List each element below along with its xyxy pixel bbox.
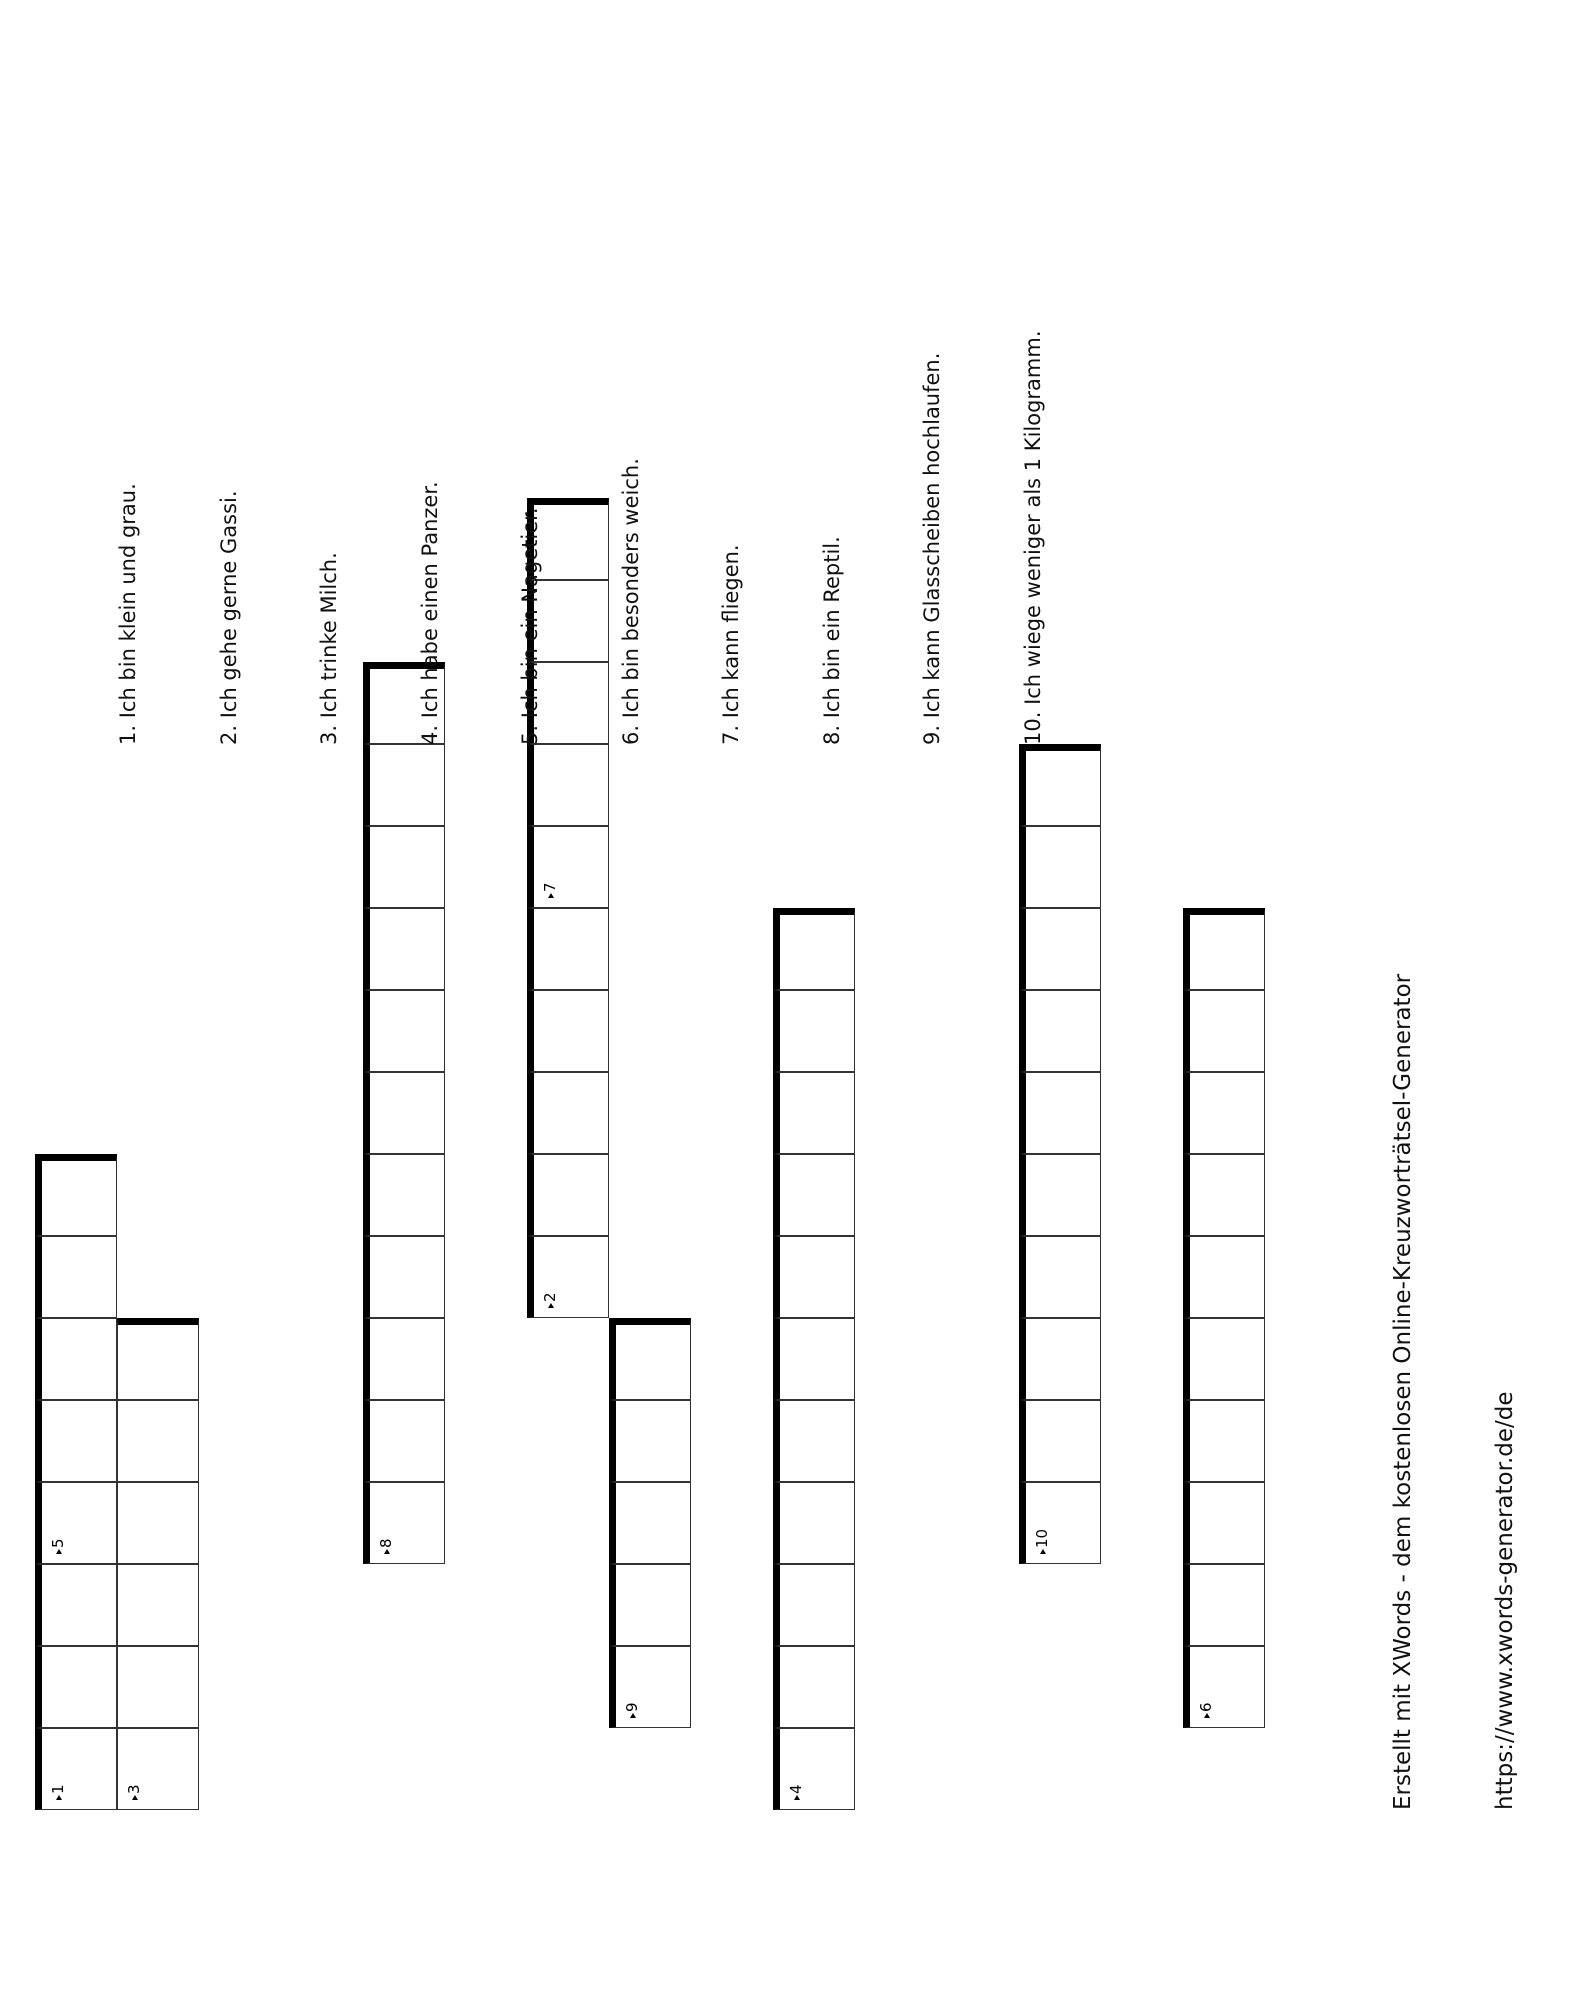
grid-cell[interactable] <box>1183 990 1265 1072</box>
footer <box>1318 974 1590 1810</box>
grid-cell[interactable] <box>609 1400 691 1482</box>
grid-cell[interactable] <box>527 908 609 990</box>
grid-cell[interactable] <box>1019 1236 1101 1318</box>
grid-cell[interactable] <box>773 908 855 990</box>
word-number-label: 1 <box>51 1784 66 1800</box>
grid-cell[interactable] <box>1183 1400 1265 1482</box>
grid-cell[interactable] <box>1019 1318 1101 1400</box>
grid-cell[interactable] <box>1183 1236 1265 1318</box>
grid-cell[interactable] <box>1183 1154 1265 1236</box>
grid-cell[interactable] <box>773 1154 855 1236</box>
word-number-label: 8 <box>379 1538 394 1554</box>
word-number-label: 7 <box>543 882 558 898</box>
grid-cell[interactable] <box>1019 990 1101 1072</box>
grid-cell[interactable] <box>35 1400 117 1482</box>
grid-cell[interactable] <box>363 1154 445 1236</box>
grid-cell[interactable] <box>773 1646 855 1728</box>
word-number-label: 5 <box>51 1538 66 1554</box>
grid-cell[interactable] <box>773 1400 855 1482</box>
grid-cell[interactable] <box>363 1318 445 1400</box>
grid-cell[interactable] <box>527 826 609 908</box>
grid-cell[interactable] <box>35 1154 117 1236</box>
word-number-label: 3 <box>127 1784 142 1800</box>
footer-credit: Erstellt mit XWords - dem kostenlosen Online-Kreuzworträtsel-Generator <box>1390 973 1416 1810</box>
grid-cell[interactable] <box>117 1728 199 1810</box>
grid-cell[interactable] <box>1019 1072 1101 1154</box>
word-number-label: 9 <box>625 1702 640 1718</box>
grid-cell[interactable] <box>363 1236 445 1318</box>
word-number-label: 10 <box>1035 1529 1050 1554</box>
grid-cell[interactable] <box>1019 1154 1101 1236</box>
grid-cell[interactable] <box>773 1564 855 1646</box>
clue-4: 4. Ich habe einen Panzer. <box>417 481 442 745</box>
grid-cell[interactable] <box>773 1728 855 1810</box>
grid-cell[interactable] <box>363 908 445 990</box>
grid-cell[interactable] <box>1183 1318 1265 1400</box>
grid-cell[interactable] <box>1019 908 1101 990</box>
grid-cell[interactable] <box>773 990 855 1072</box>
grid-cell[interactable] <box>1183 1646 1265 1728</box>
grid-cell[interactable] <box>117 1318 199 1400</box>
grid-cell[interactable] <box>117 1482 199 1564</box>
grid-cell[interactable] <box>527 1236 609 1318</box>
word-number-label: 2 <box>543 1292 558 1308</box>
grid-cell[interactable] <box>1183 1564 1265 1646</box>
grid-cell[interactable] <box>363 1400 445 1482</box>
grid-cell[interactable] <box>1183 908 1265 990</box>
grid-cell[interactable] <box>1019 744 1101 826</box>
grid-cell[interactable] <box>773 1482 855 1564</box>
grid-cell[interactable] <box>117 1400 199 1482</box>
clue-8: 8. Ich bin ein Reptil. <box>819 536 844 745</box>
grid-cell[interactable] <box>1183 1482 1265 1564</box>
grid-cell[interactable] <box>117 1564 199 1646</box>
grid-cell[interactable] <box>609 1564 691 1646</box>
grid-cell[interactable] <box>363 826 445 908</box>
grid-cell[interactable] <box>363 1072 445 1154</box>
grid-cell[interactable] <box>527 990 609 1072</box>
grid-cell[interactable] <box>1019 826 1101 908</box>
clue-2: 2. Ich gehe gerne Gassi. <box>216 490 241 745</box>
grid-cell[interactable] <box>35 1318 117 1400</box>
grid-cell[interactable] <box>773 1072 855 1154</box>
grid-cell[interactable] <box>35 1564 117 1646</box>
clue-10: 10. Ich wiege weniger als 1 Kilogramm. <box>1020 330 1045 745</box>
grid-cell[interactable] <box>527 1072 609 1154</box>
grid-cell[interactable] <box>35 1646 117 1728</box>
grid-cell[interactable] <box>117 1646 199 1728</box>
grid-cell[interactable] <box>363 1482 445 1564</box>
clue-5: 5. Ich bin ein Nagetier. <box>518 507 542 745</box>
grid-cell[interactable] <box>1019 1482 1101 1564</box>
clue-3: 3. Ich trinke Milch. <box>317 552 341 745</box>
word-number-label: 4 <box>789 1784 804 1800</box>
grid-cell[interactable] <box>527 744 609 826</box>
grid-cell[interactable] <box>609 1318 691 1400</box>
clue-7: 7. Ich kann fliegen. <box>719 544 743 745</box>
grid-cell[interactable] <box>35 1236 117 1318</box>
grid-cell[interactable] <box>363 990 445 1072</box>
grid-cell[interactable] <box>363 744 445 826</box>
footer-url[interactable]: https://www.xwords-generator.de/de <box>1492 1391 1518 1810</box>
clue-6: 6. Ich bin besonders weich. <box>618 458 643 745</box>
word-number-label: 6 <box>1199 1702 1214 1718</box>
clue-1: 1. Ich bin klein und grau. <box>116 483 140 745</box>
grid-cell[interactable] <box>1019 1400 1101 1482</box>
grid-cell[interactable] <box>773 1236 855 1318</box>
clue-list <box>45 330 1117 745</box>
grid-cell[interactable] <box>609 1646 691 1728</box>
grid-cell[interactable] <box>609 1482 691 1564</box>
grid-cell[interactable] <box>773 1318 855 1400</box>
grid-cell[interactable] <box>35 1728 117 1810</box>
grid-cell[interactable] <box>527 1154 609 1236</box>
clue-9: 9. Ich kann Glasscheiben hochlaufen. <box>920 352 944 745</box>
grid-cell[interactable] <box>35 1482 117 1564</box>
grid-cell[interactable] <box>1183 1072 1265 1154</box>
